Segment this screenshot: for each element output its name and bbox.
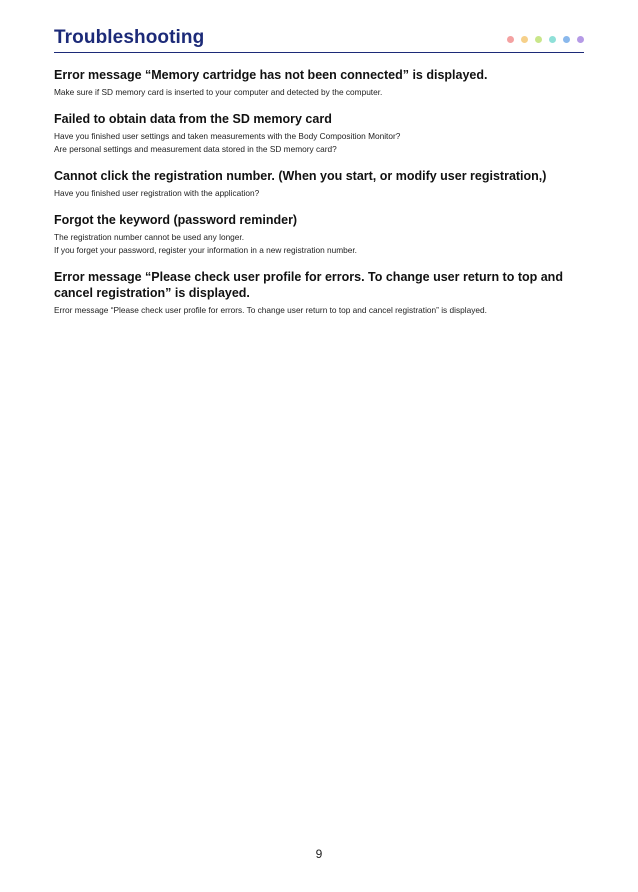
header-divider [54, 52, 584, 53]
section-sd-card [54, 111, 564, 156]
section-body [54, 304, 564, 317]
section-user-profile-error [54, 269, 564, 317]
body-line: Make sure if SD memory card is inserted to your computer and detected by the computer. [54, 87, 383, 97]
section-heading: Cannot click the registration number. (When you start, or modify user registration,) [54, 169, 547, 183]
section-heading: Failed to obtain data from the SD memory card [54, 112, 332, 126]
dot-icon [507, 36, 514, 43]
section-heading: Error message “Memory cartridge has not been connected” is displayed. [54, 68, 488, 82]
section-body [54, 86, 564, 99]
body-line: Are personal settings and measurement data stored in the SD memory card? [54, 144, 337, 154]
section-memory-cartridge [54, 67, 564, 99]
section-heading: Forgot the keyword (password reminder) [54, 213, 298, 227]
section-body [54, 187, 564, 200]
troubleshooting-content [54, 67, 564, 329]
dot-icon [563, 36, 570, 43]
section-forgot-keyword [54, 212, 564, 257]
page-header [54, 26, 584, 54]
body-line: Error message “Please check user profile for errors. To change user return to top and cancel registration” is displayed. [54, 305, 487, 315]
dot-icon [521, 36, 528, 43]
section-heading: Error message “Please check user profile for errors. To change user return to top and cancel registration” is displayed. [54, 270, 563, 300]
body-line: Have you finished user registration with the application? [54, 188, 260, 198]
body-line: The registration number cannot be used any longer. [54, 232, 245, 242]
dot-icon [549, 36, 556, 43]
body-line: If you forget your password, register your information in a new registration number. [54, 245, 357, 255]
section-body [54, 130, 564, 156]
page-title: Troubleshooting [54, 27, 205, 48]
section-registration-number [54, 168, 564, 200]
decorative-dots [507, 36, 584, 43]
page-number: 9 [315, 847, 323, 861]
dot-icon [535, 36, 542, 43]
dot-icon [577, 36, 584, 43]
section-body [54, 231, 564, 257]
body-line: Have you finished user settings and taken measurements with the Body Composition Monitor? [54, 131, 401, 141]
